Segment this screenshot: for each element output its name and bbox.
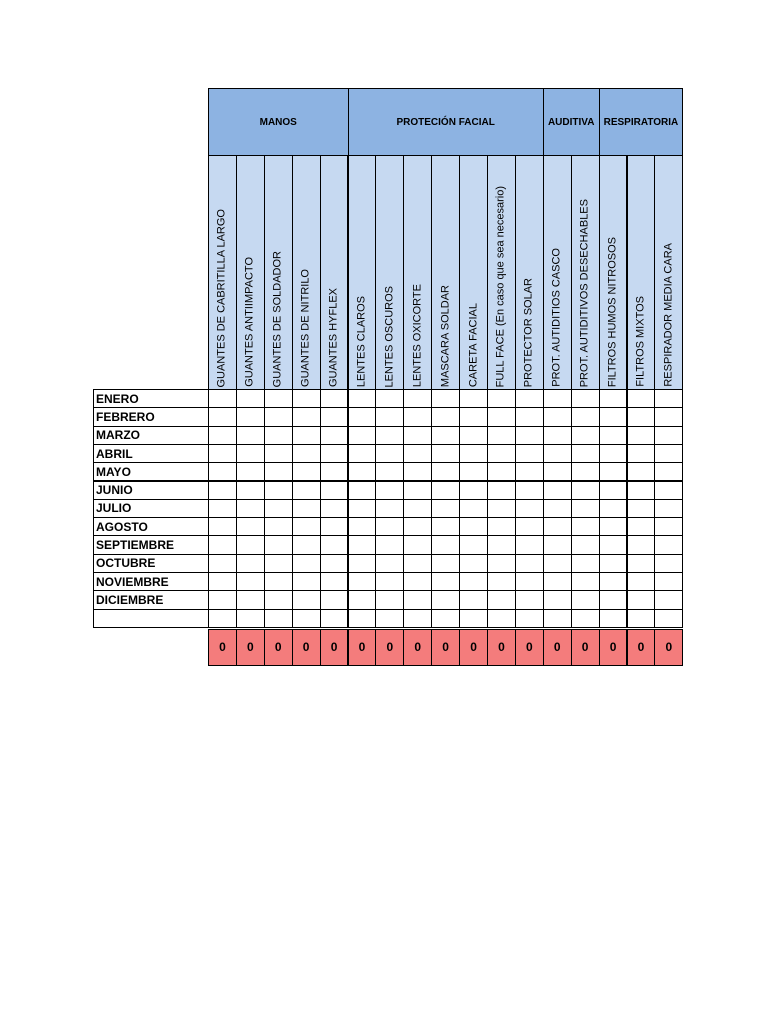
- data-cell[interactable]: [627, 481, 656, 500]
- data-cell[interactable]: [571, 572, 600, 591]
- data-cell[interactable]: [459, 407, 488, 426]
- month-label: NOVIEMBRE: [93, 572, 209, 591]
- data-cell[interactable]: [320, 517, 349, 536]
- total-cell: 0: [264, 629, 293, 666]
- data-cell[interactable]: [654, 590, 683, 609]
- data-cell[interactable]: [654, 554, 683, 573]
- column-header-label: GUANTES HYFLEX: [327, 287, 340, 387]
- column-header: [264, 155, 293, 390]
- data-cell[interactable]: [348, 389, 377, 408]
- data-cell[interactable]: [320, 389, 349, 408]
- data-cell[interactable]: [320, 407, 349, 426]
- data-cell[interactable]: [375, 481, 404, 500]
- data-cell[interactable]: [627, 389, 656, 408]
- data-cell[interactable]: [543, 426, 572, 445]
- group-header: RESPIRATORIA: [599, 88, 684, 156]
- column-header: [571, 155, 600, 390]
- data-cell[interactable]: [403, 517, 432, 536]
- data-cell[interactable]: [292, 499, 321, 518]
- data-cell[interactable]: [654, 462, 683, 481]
- data-cell[interactable]: [571, 499, 600, 518]
- month-label: SEPTIEMBRE: [93, 535, 209, 554]
- data-cell[interactable]: [292, 609, 321, 628]
- data-cell[interactable]: [571, 462, 600, 481]
- data-cell[interactable]: [403, 389, 432, 408]
- data-cell[interactable]: [236, 444, 265, 463]
- data-cell[interactable]: [431, 407, 460, 426]
- month-label: AGOSTO: [93, 517, 209, 536]
- data-cell[interactable]: [375, 535, 404, 554]
- data-cell[interactable]: [599, 407, 628, 426]
- data-cell[interactable]: [403, 590, 432, 609]
- data-cell[interactable]: [236, 462, 265, 481]
- column-header-label: GUANTES DE NITRILO: [299, 269, 312, 387]
- data-cell[interactable]: [543, 535, 572, 554]
- data-cell[interactable]: [292, 590, 321, 609]
- total-cell: 0: [654, 629, 683, 666]
- column-header: [208, 155, 237, 390]
- column-header-label: CARETA FACIAL: [467, 302, 480, 387]
- data-cell[interactable]: [236, 554, 265, 573]
- data-cell[interactable]: [515, 444, 544, 463]
- data-cell[interactable]: [654, 407, 683, 426]
- total-cell: 0: [627, 629, 656, 666]
- data-cell[interactable]: [654, 499, 683, 518]
- month-label: ABRIL: [93, 444, 209, 463]
- data-cell[interactable]: [264, 407, 293, 426]
- data-cell[interactable]: [375, 554, 404, 573]
- data-cell[interactable]: [403, 462, 432, 481]
- data-cell[interactable]: [236, 609, 265, 628]
- data-cell[interactable]: [599, 444, 628, 463]
- data-cell[interactable]: [515, 426, 544, 445]
- data-cell[interactable]: [320, 462, 349, 481]
- data-cell[interactable]: [348, 535, 377, 554]
- data-cell[interactable]: [459, 444, 488, 463]
- data-cell[interactable]: [403, 609, 432, 628]
- column-header: [487, 155, 516, 390]
- data-cell[interactable]: [348, 407, 377, 426]
- month-label: OCTUBRE: [93, 554, 209, 573]
- data-cell[interactable]: [543, 481, 572, 500]
- data-cell[interactable]: [236, 389, 265, 408]
- data-cell[interactable]: [599, 462, 628, 481]
- data-cell[interactable]: [403, 572, 432, 591]
- data-cell[interactable]: [208, 444, 237, 463]
- column-header: [348, 155, 377, 390]
- group-header: AUDITIVA: [543, 88, 600, 156]
- data-cell[interactable]: [208, 462, 237, 481]
- data-cell[interactable]: [571, 407, 600, 426]
- data-cell[interactable]: [320, 590, 349, 609]
- data-cell[interactable]: [236, 426, 265, 445]
- column-header: [459, 155, 488, 390]
- data-cell[interactable]: [236, 407, 265, 426]
- data-cell[interactable]: [571, 389, 600, 408]
- data-cell[interactable]: [599, 426, 628, 445]
- total-cell: 0: [375, 629, 404, 666]
- data-cell[interactable]: [599, 517, 628, 536]
- month-label: MAYO: [93, 462, 209, 481]
- data-cell[interactable]: [292, 426, 321, 445]
- data-cell[interactable]: [543, 499, 572, 518]
- column-header-label: FULL FACE (En caso que sea necesario): [494, 185, 507, 387]
- total-cell: 0: [571, 629, 600, 666]
- data-cell[interactable]: [264, 444, 293, 463]
- data-cell[interactable]: [264, 481, 293, 500]
- data-cell[interactable]: [292, 389, 321, 408]
- data-cell[interactable]: [599, 609, 628, 628]
- data-cell[interactable]: [375, 389, 404, 408]
- total-cell: 0: [292, 629, 321, 666]
- data-cell[interactable]: [654, 444, 683, 463]
- data-cell[interactable]: [264, 554, 293, 573]
- data-cell[interactable]: [571, 535, 600, 554]
- column-header: [515, 155, 544, 390]
- total-cell: 0: [348, 629, 377, 666]
- month-label: DICIEMBRE: [93, 590, 209, 609]
- data-cell[interactable]: [236, 572, 265, 591]
- data-cell[interactable]: [403, 426, 432, 445]
- data-cell[interactable]: [348, 462, 377, 481]
- data-cell[interactable]: [403, 554, 432, 573]
- data-cell[interactable]: [403, 407, 432, 426]
- data-cell[interactable]: [348, 517, 377, 536]
- data-cell[interactable]: [236, 517, 265, 536]
- data-cell[interactable]: [515, 535, 544, 554]
- data-cell[interactable]: [375, 499, 404, 518]
- month-label: JULIO: [93, 499, 209, 518]
- data-cell[interactable]: [208, 389, 237, 408]
- data-cell[interactable]: [571, 554, 600, 573]
- column-header: [320, 155, 349, 390]
- data-cell[interactable]: [208, 517, 237, 536]
- data-cell[interactable]: [627, 444, 656, 463]
- data-cell[interactable]: [515, 462, 544, 481]
- data-cell[interactable]: [599, 481, 628, 500]
- data-cell[interactable]: [487, 517, 516, 536]
- data-cell[interactable]: [459, 535, 488, 554]
- data-cell[interactable]: [348, 426, 377, 445]
- data-cell[interactable]: [654, 481, 683, 500]
- column-header: [599, 155, 628, 390]
- data-cell[interactable]: [320, 535, 349, 554]
- total-cell: 0: [208, 629, 237, 666]
- data-cell[interactable]: [320, 554, 349, 573]
- data-cell[interactable]: [431, 554, 460, 573]
- column-header-label: LENTES CLAROS: [355, 295, 368, 387]
- column-header-label: GUANTES DE SOLDADOR: [271, 250, 284, 387]
- data-cell[interactable]: [654, 572, 683, 591]
- data-cell[interactable]: [431, 389, 460, 408]
- data-cell[interactable]: [515, 517, 544, 536]
- column-header: [403, 155, 432, 390]
- data-cell[interactable]: [459, 499, 488, 518]
- data-cell[interactable]: [543, 389, 572, 408]
- data-cell[interactable]: [236, 535, 265, 554]
- data-cell[interactable]: [208, 572, 237, 591]
- data-cell[interactable]: [459, 389, 488, 408]
- data-cell[interactable]: [515, 499, 544, 518]
- data-cell[interactable]: [208, 407, 237, 426]
- data-cell[interactable]: [543, 444, 572, 463]
- data-cell[interactable]: [264, 499, 293, 518]
- data-cell[interactable]: [627, 499, 656, 518]
- data-cell[interactable]: [375, 572, 404, 591]
- data-cell[interactable]: [208, 590, 237, 609]
- data-cell[interactable]: [571, 609, 600, 628]
- data-cell[interactable]: [403, 481, 432, 500]
- data-cell[interactable]: [264, 462, 293, 481]
- data-cell[interactable]: [348, 499, 377, 518]
- month-label: FEBRERO: [93, 407, 209, 426]
- data-cell[interactable]: [487, 389, 516, 408]
- data-cell[interactable]: [236, 499, 265, 518]
- data-cell[interactable]: [236, 590, 265, 609]
- data-cell[interactable]: [375, 517, 404, 536]
- total-cell: 0: [599, 629, 628, 666]
- data-cell[interactable]: [515, 554, 544, 573]
- data-cell[interactable]: [431, 572, 460, 591]
- data-cell[interactable]: [348, 444, 377, 463]
- column-header-label: FILTROS HUMOS NITROSOS: [606, 236, 619, 387]
- total-cell: 0: [403, 629, 432, 666]
- data-cell[interactable]: [431, 426, 460, 445]
- data-cell[interactable]: [599, 590, 628, 609]
- data-cell[interactable]: [431, 481, 460, 500]
- data-cell[interactable]: [208, 609, 237, 628]
- data-cell[interactable]: [654, 609, 683, 628]
- data-cell[interactable]: [320, 572, 349, 591]
- column-header: [236, 155, 265, 390]
- data-cell[interactable]: [487, 590, 516, 609]
- data-cell[interactable]: [487, 407, 516, 426]
- data-cell[interactable]: [459, 590, 488, 609]
- data-cell[interactable]: [599, 554, 628, 573]
- data-cell[interactable]: [487, 499, 516, 518]
- column-header-label: RESPIRADOR MEDIA CARA: [662, 243, 675, 387]
- column-header-label: LENTES OSCUROS: [383, 285, 396, 387]
- data-cell[interactable]: [431, 609, 460, 628]
- data-cell[interactable]: [348, 609, 377, 628]
- data-cell[interactable]: [403, 535, 432, 554]
- data-cell[interactable]: [599, 499, 628, 518]
- data-cell[interactable]: [348, 554, 377, 573]
- data-cell[interactable]: [627, 517, 656, 536]
- data-cell[interactable]: [627, 554, 656, 573]
- data-cell[interactable]: [654, 517, 683, 536]
- column-header-label: MASCARA SOLDAR: [439, 284, 452, 387]
- data-cell[interactable]: [627, 426, 656, 445]
- month-label: [93, 609, 209, 628]
- data-cell[interactable]: [292, 407, 321, 426]
- column-header: [431, 155, 460, 390]
- data-cell[interactable]: [375, 444, 404, 463]
- data-cell[interactable]: [515, 389, 544, 408]
- data-cell[interactable]: [515, 572, 544, 591]
- data-cell[interactable]: [208, 535, 237, 554]
- column-header: [543, 155, 572, 390]
- data-cell[interactable]: [348, 590, 377, 609]
- data-cell[interactable]: [487, 444, 516, 463]
- data-cell[interactable]: [403, 499, 432, 518]
- column-header-label: GUANTES DE CABRITILLA LARGO: [215, 208, 228, 387]
- data-cell[interactable]: [348, 572, 377, 591]
- total-cell: 0: [431, 629, 460, 666]
- data-cell[interactable]: [654, 426, 683, 445]
- data-cell[interactable]: [403, 444, 432, 463]
- data-cell[interactable]: [264, 426, 293, 445]
- data-cell[interactable]: [627, 609, 656, 628]
- column-header: [292, 155, 321, 390]
- data-cell[interactable]: [431, 462, 460, 481]
- data-cell[interactable]: [320, 444, 349, 463]
- data-cell[interactable]: [543, 609, 572, 628]
- data-cell[interactable]: [515, 590, 544, 609]
- column-header-label: PROT. AUTIDITIOS CASCO: [550, 248, 563, 387]
- data-cell[interactable]: [543, 572, 572, 591]
- total-cell: 0: [487, 629, 516, 666]
- column-header-label: GUANTES ANTIIMPACTO: [243, 257, 256, 387]
- data-cell[interactable]: [375, 426, 404, 445]
- data-cell[interactable]: [459, 572, 488, 591]
- data-cell[interactable]: [264, 389, 293, 408]
- data-cell[interactable]: [599, 572, 628, 591]
- data-cell[interactable]: [571, 426, 600, 445]
- total-cell: 0: [515, 629, 544, 666]
- data-cell[interactable]: [292, 462, 321, 481]
- data-cell[interactable]: [487, 535, 516, 554]
- data-cell[interactable]: [375, 407, 404, 426]
- data-cell[interactable]: [320, 426, 349, 445]
- data-cell[interactable]: [431, 590, 460, 609]
- column-header-label: PROTECTOR SOLAR: [522, 277, 535, 387]
- data-cell[interactable]: [654, 389, 683, 408]
- data-cell[interactable]: [431, 499, 460, 518]
- data-cell[interactable]: [459, 481, 488, 500]
- data-cell[interactable]: [264, 590, 293, 609]
- data-cell[interactable]: [543, 590, 572, 609]
- data-cell[interactable]: [459, 426, 488, 445]
- column-header-label: FILTROS MIXTOS: [634, 296, 647, 387]
- data-cell[interactable]: [264, 609, 293, 628]
- data-cell[interactable]: [515, 407, 544, 426]
- data-cell[interactable]: [571, 481, 600, 500]
- data-cell[interactable]: [292, 444, 321, 463]
- data-cell[interactable]: [459, 517, 488, 536]
- data-cell[interactable]: [487, 481, 516, 500]
- data-cell[interactable]: [599, 389, 628, 408]
- data-cell[interactable]: [264, 572, 293, 591]
- data-cell[interactable]: [292, 554, 321, 573]
- data-cell[interactable]: [320, 609, 349, 628]
- data-cell[interactable]: [627, 572, 656, 591]
- data-cell[interactable]: [487, 572, 516, 591]
- data-cell[interactable]: [431, 444, 460, 463]
- data-cell[interactable]: [543, 517, 572, 536]
- data-cell[interactable]: [627, 535, 656, 554]
- data-cell[interactable]: [375, 590, 404, 609]
- column-header-label: LENTES OXICORTE: [411, 283, 424, 387]
- data-cell[interactable]: [599, 535, 628, 554]
- data-cell[interactable]: [348, 481, 377, 500]
- data-cell[interactable]: [571, 517, 600, 536]
- data-cell[interactable]: [571, 590, 600, 609]
- data-cell[interactable]: [515, 481, 544, 500]
- data-cell[interactable]: [487, 609, 516, 628]
- data-cell[interactable]: [375, 609, 404, 628]
- data-cell[interactable]: [487, 554, 516, 573]
- total-cell: 0: [236, 629, 265, 666]
- data-cell[interactable]: [431, 517, 460, 536]
- data-cell[interactable]: [292, 572, 321, 591]
- data-cell[interactable]: [487, 426, 516, 445]
- data-cell[interactable]: [431, 535, 460, 554]
- data-cell[interactable]: [627, 462, 656, 481]
- month-label: JUNIO: [93, 481, 209, 500]
- month-label: ENERO: [93, 389, 209, 408]
- column-header: [627, 155, 656, 390]
- data-cell[interactable]: [459, 462, 488, 481]
- data-cell[interactable]: [264, 535, 293, 554]
- data-cell[interactable]: [654, 535, 683, 554]
- data-cell[interactable]: [208, 554, 237, 573]
- data-cell[interactable]: [627, 590, 656, 609]
- data-cell[interactable]: [543, 554, 572, 573]
- data-cell[interactable]: [236, 481, 265, 500]
- group-header: PROTECIÓN FACIAL: [348, 88, 544, 156]
- data-cell[interactable]: [292, 517, 321, 536]
- data-cell[interactable]: [571, 444, 600, 463]
- total-cell: 0: [320, 629, 349, 666]
- column-header-label: PROT. AUTIDITIVOS DESECHABLES: [578, 198, 591, 387]
- group-header: MANOS: [208, 88, 349, 156]
- data-cell[interactable]: [292, 535, 321, 554]
- data-cell[interactable]: [515, 609, 544, 628]
- total-cell: 0: [543, 629, 572, 666]
- total-cell: 0: [459, 629, 488, 666]
- data-cell[interactable]: [208, 481, 237, 500]
- data-cell[interactable]: [320, 499, 349, 518]
- data-cell[interactable]: [208, 499, 237, 518]
- data-cell[interactable]: [292, 481, 321, 500]
- data-cell[interactable]: [627, 407, 656, 426]
- data-cell[interactable]: [487, 462, 516, 481]
- data-cell[interactable]: [459, 609, 488, 628]
- column-header: [375, 155, 404, 390]
- data-cell[interactable]: [208, 426, 237, 445]
- month-label: MARZO: [93, 426, 209, 445]
- data-cell[interactable]: [543, 407, 572, 426]
- data-cell[interactable]: [375, 462, 404, 481]
- data-cell[interactable]: [320, 481, 349, 500]
- column-header: [654, 155, 683, 390]
- data-cell[interactable]: [264, 517, 293, 536]
- data-cell[interactable]: [543, 462, 572, 481]
- data-cell[interactable]: [459, 554, 488, 573]
